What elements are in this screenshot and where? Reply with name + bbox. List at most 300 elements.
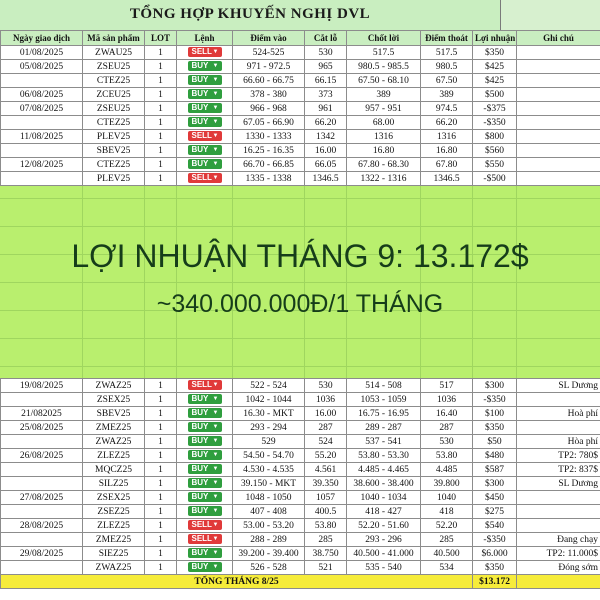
- cell-stop-loss: 66.15: [305, 74, 347, 88]
- caret-down-icon: ▼: [212, 119, 219, 126]
- cell-stop-loss: 39.350: [305, 477, 347, 491]
- sell-dropdown[interactable]: [188, 520, 222, 530]
- cell-order: [177, 491, 233, 505]
- cell-lot: 1: [145, 102, 177, 116]
- order-label: BUY: [191, 478, 209, 488]
- cell-date: 27/08/2025: [1, 491, 83, 505]
- cell-profit: $587: [473, 463, 517, 477]
- cell-product-code: ZLEZ25: [83, 519, 145, 533]
- cell-date: 06/08/2025: [1, 88, 83, 102]
- cell-lot: 1: [145, 449, 177, 463]
- cell-lot: 1: [145, 60, 177, 74]
- cell-note: [517, 158, 600, 172]
- buy-dropdown[interactable]: [188, 408, 222, 418]
- cell-date: [1, 533, 83, 547]
- total-value: $13.172: [473, 575, 517, 589]
- caret-down-icon: ▼: [212, 382, 219, 389]
- cell-take-profit: 1316: [347, 130, 421, 144]
- cell-take-profit: 535 - 540: [347, 561, 421, 575]
- caret-down-icon: ▼: [212, 161, 219, 168]
- cell-date: [1, 393, 83, 407]
- cell-order: [177, 60, 233, 74]
- table-row: [1, 88, 600, 102]
- cell-date: 25/08/2025: [1, 421, 83, 435]
- table-row: [1, 158, 600, 172]
- cell-product-code: ZLEZ25: [83, 449, 145, 463]
- cell-take-profit: 293 - 296: [347, 533, 421, 547]
- cell-exit: 66.20: [421, 116, 473, 130]
- cell-product-code: CTEZ25: [83, 116, 145, 130]
- table-row: [1, 379, 600, 393]
- header-take-profit: Chốt lời: [347, 31, 421, 46]
- table-row: [1, 477, 600, 491]
- cell-note: [517, 60, 600, 74]
- cell-exit: 4.485: [421, 463, 473, 477]
- buy-dropdown[interactable]: [188, 548, 222, 558]
- cell-entry: 39.150 - MKT: [233, 477, 305, 491]
- cell-entry: 66.70 - 66.85: [233, 158, 305, 172]
- cell-lot: 1: [145, 46, 177, 60]
- caret-down-icon: ▼: [212, 494, 219, 501]
- cell-profit: $425: [473, 74, 517, 88]
- cell-note: Hoà phí: [517, 407, 600, 421]
- caret-down-icon: ▼: [212, 63, 219, 70]
- caret-down-icon: ▼: [212, 480, 219, 487]
- caret-down-icon: ▼: [212, 49, 219, 56]
- cell-order: [177, 533, 233, 547]
- cell-order: [177, 421, 233, 435]
- buy-dropdown[interactable]: [188, 145, 222, 155]
- cell-note: TP2: 11.000$: [517, 547, 600, 561]
- cell-lot: 1: [145, 130, 177, 144]
- cell-exit: 67.80: [421, 158, 473, 172]
- cell-note: SL Dương: [517, 477, 600, 491]
- cell-product-code: MQCZ25: [83, 463, 145, 477]
- cell-profit: $500: [473, 88, 517, 102]
- cell-note: [517, 393, 600, 407]
- cell-profit: $480: [473, 449, 517, 463]
- table-row: [1, 393, 600, 407]
- sell-dropdown[interactable]: [188, 131, 222, 141]
- cell-stop-loss: 961: [305, 102, 347, 116]
- top-rows: [1, 46, 600, 186]
- cell-stop-loss: 66.05: [305, 158, 347, 172]
- cell-profit: $50: [473, 435, 517, 449]
- cell-exit: 285: [421, 533, 473, 547]
- cell-stop-loss: 1057: [305, 491, 347, 505]
- cell-order: [177, 393, 233, 407]
- cell-exit: 418: [421, 505, 473, 519]
- cell-lot: 1: [145, 463, 177, 477]
- cell-entry: 966 - 968: [233, 102, 305, 116]
- cell-stop-loss: 4.561: [305, 463, 347, 477]
- caret-down-icon: ▼: [212, 452, 219, 459]
- cell-exit: 287: [421, 421, 473, 435]
- cell-lot: 1: [145, 435, 177, 449]
- cell-profit: $800: [473, 130, 517, 144]
- order-label: BUY: [191, 450, 209, 460]
- cell-exit: 517.5: [421, 46, 473, 60]
- cell-stop-loss: 521: [305, 561, 347, 575]
- table-row: [1, 60, 600, 74]
- cell-entry: 4.530 - 4.535: [233, 463, 305, 477]
- cell-product-code: ZSEX25: [83, 491, 145, 505]
- header-code: Mã sản phẩm: [83, 31, 145, 46]
- cell-date: [1, 172, 83, 186]
- cell-product-code: SIEZ25: [83, 547, 145, 561]
- caret-down-icon: ▼: [212, 175, 219, 182]
- cell-take-profit: 1040 - 1034: [347, 491, 421, 505]
- buy-dropdown[interactable]: [188, 394, 222, 404]
- cell-profit: $350: [473, 561, 517, 575]
- cell-profit: $450: [473, 491, 517, 505]
- cell-take-profit: 289 - 287: [347, 421, 421, 435]
- cell-take-profit: 67.50 - 68.10: [347, 74, 421, 88]
- cell-product-code: CTEZ25: [83, 74, 145, 88]
- table-row: [1, 561, 600, 575]
- order-label: BUY: [191, 103, 209, 113]
- cell-product-code: ZSEZ25: [83, 505, 145, 519]
- table-row: [1, 463, 600, 477]
- cell-exit: 1036: [421, 393, 473, 407]
- cell-entry: 66.60 - 66.75: [233, 74, 305, 88]
- buy-dropdown[interactable]: [188, 61, 222, 71]
- caret-down-icon: ▼: [212, 438, 219, 445]
- title-right-cell: [500, 0, 600, 30]
- cell-date: 01/08/2025: [1, 46, 83, 60]
- order-label: BUY: [191, 548, 209, 558]
- cell-order: [177, 449, 233, 463]
- cell-order: [177, 477, 233, 491]
- cell-exit: 534: [421, 561, 473, 575]
- cell-order: [177, 130, 233, 144]
- cell-entry: 53.00 - 53.20: [233, 519, 305, 533]
- cell-profit: $6.000: [473, 547, 517, 561]
- cell-stop-loss: 66.20: [305, 116, 347, 130]
- cell-note: Đóng sớm: [517, 561, 600, 575]
- cell-note: SL Dương: [517, 379, 600, 393]
- banner-headline: LỢI NHUẬN THÁNG 9: 13.172$: [71, 238, 529, 274]
- sell-dropdown[interactable]: [188, 380, 222, 390]
- cell-stop-loss: 55.20: [305, 449, 347, 463]
- cell-note: Hòa phí: [517, 435, 600, 449]
- cell-note: [517, 130, 600, 144]
- table-row: [1, 421, 600, 435]
- cell-order: [177, 435, 233, 449]
- cell-stop-loss: 373: [305, 88, 347, 102]
- cell-order: [177, 505, 233, 519]
- cell-order: [177, 547, 233, 561]
- table-row: [1, 130, 600, 144]
- cell-lot: 1: [145, 547, 177, 561]
- cell-profit: -$350: [473, 116, 517, 130]
- cell-order: [177, 102, 233, 116]
- caret-down-icon: ▼: [212, 396, 219, 403]
- cell-note: [517, 172, 600, 186]
- order-label: BUY: [191, 75, 209, 85]
- cell-exit: 53.80: [421, 449, 473, 463]
- cell-lot: 1: [145, 379, 177, 393]
- cell-note: TP2: 780$: [517, 449, 600, 463]
- cell-take-profit: 53.80 - 53.30: [347, 449, 421, 463]
- cell-entry: 288 - 289: [233, 533, 305, 547]
- cell-entry: 529: [233, 435, 305, 449]
- cell-order: [177, 407, 233, 421]
- caret-down-icon: ▼: [212, 536, 219, 543]
- cell-date: [1, 477, 83, 491]
- table-row: [1, 46, 600, 60]
- buy-dropdown[interactable]: [188, 478, 222, 488]
- cell-note: [517, 505, 600, 519]
- caret-down-icon: ▼: [212, 424, 219, 431]
- table-row: [1, 533, 600, 547]
- cell-exit: 1346.5: [421, 172, 473, 186]
- cell-stop-loss: 1346.5: [305, 172, 347, 186]
- cell-order: [177, 463, 233, 477]
- cell-entry: 54.50 - 54.70: [233, 449, 305, 463]
- cell-lot: 1: [145, 421, 177, 435]
- cell-date: [1, 463, 83, 477]
- cell-entry: 526 - 528: [233, 561, 305, 575]
- cell-stop-loss: 530: [305, 379, 347, 393]
- table-row: [1, 144, 600, 158]
- cell-lot: 1: [145, 172, 177, 186]
- buy-dropdown[interactable]: [188, 422, 222, 432]
- cell-profit: -$500: [473, 172, 517, 186]
- table-row: [1, 449, 600, 463]
- buy-dropdown[interactable]: [188, 159, 222, 169]
- cell-note: [517, 74, 600, 88]
- cell-note: [517, 46, 600, 60]
- caret-down-icon: ▼: [212, 522, 219, 529]
- cell-date: 28/08/2025: [1, 519, 83, 533]
- buy-dropdown[interactable]: [188, 562, 222, 572]
- caret-down-icon: ▼: [212, 466, 219, 473]
- header-row: [1, 31, 600, 46]
- buy-dropdown[interactable]: [188, 492, 222, 502]
- caret-down-icon: ▼: [212, 91, 219, 98]
- cell-profit: $560: [473, 144, 517, 158]
- cell-stop-loss: 53.80: [305, 519, 347, 533]
- header-note: Ghi chú: [517, 31, 600, 46]
- cell-take-profit: 16.75 - 16.95: [347, 407, 421, 421]
- sheet-title: TỔNG HỢP KHUYẾN NGHỊ DVL: [129, 6, 371, 22]
- order-label: BUY: [191, 394, 209, 404]
- cell-note: [517, 421, 600, 435]
- caret-down-icon: ▼: [212, 133, 219, 140]
- cell-date: 19/08/2025: [1, 379, 83, 393]
- cell-stop-loss: 1036: [305, 393, 347, 407]
- cell-note: TP2: 837$: [517, 463, 600, 477]
- cell-profit: $540: [473, 519, 517, 533]
- cell-lot: 1: [145, 393, 177, 407]
- cell-profit: -$375: [473, 102, 517, 116]
- cell-stop-loss: 524: [305, 435, 347, 449]
- buy-dropdown[interactable]: [188, 89, 222, 99]
- order-label: SELL: [191, 534, 212, 544]
- header-profit: Lợi nhuận: [473, 31, 517, 46]
- cell-note: [517, 88, 600, 102]
- cell-stop-loss: 16.00: [305, 144, 347, 158]
- table-row: [1, 116, 600, 130]
- cell-product-code: CTEZ25: [83, 158, 145, 172]
- cell-note: [517, 491, 600, 505]
- cell-exit: 52.20: [421, 519, 473, 533]
- cell-note: [517, 116, 600, 130]
- cell-date: 07/08/2025: [1, 102, 83, 116]
- cell-date: [1, 561, 83, 575]
- cell-take-profit: 517.5: [347, 46, 421, 60]
- cell-lot: 1: [145, 519, 177, 533]
- cell-note: [517, 519, 600, 533]
- title-row: [0, 0, 600, 31]
- order-label: BUY: [191, 464, 209, 474]
- cell-date: 12/08/2025: [1, 158, 83, 172]
- header-entry: Điểm vào: [233, 31, 305, 46]
- order-label: BUY: [191, 89, 209, 99]
- cell-entry: 1330 - 1333: [233, 130, 305, 144]
- cell-entry: 16.30 - MKT: [233, 407, 305, 421]
- cell-take-profit: 67.80 - 68.30: [347, 158, 421, 172]
- order-label: BUY: [191, 408, 209, 418]
- cell-lot: 1: [145, 74, 177, 88]
- total-row: [1, 575, 600, 589]
- cell-take-profit: 389: [347, 88, 421, 102]
- table-row: [1, 491, 600, 505]
- cell-lot: 1: [145, 88, 177, 102]
- cell-note: [517, 144, 600, 158]
- buy-dropdown[interactable]: [188, 75, 222, 85]
- promo-banner: [0, 186, 600, 379]
- table-row: [1, 172, 600, 186]
- table-row: [1, 102, 600, 116]
- cell-date: 29/08/2025: [1, 547, 83, 561]
- buy-dropdown[interactable]: [188, 464, 222, 474]
- cell-order: [177, 379, 233, 393]
- cell-profit: $425: [473, 60, 517, 74]
- caret-down-icon: ▼: [212, 77, 219, 84]
- cell-entry: 524-525: [233, 46, 305, 60]
- cell-take-profit: 537 - 541: [347, 435, 421, 449]
- cell-order: [177, 88, 233, 102]
- cell-order: [177, 46, 233, 60]
- cell-entry: 1048 - 1050: [233, 491, 305, 505]
- order-label: BUY: [191, 422, 209, 432]
- cell-exit: 980.5: [421, 60, 473, 74]
- caret-down-icon: ▼: [212, 147, 219, 154]
- cell-profit: $350: [473, 421, 517, 435]
- table-row: [1, 407, 600, 421]
- buy-dropdown[interactable]: [188, 436, 222, 446]
- cell-exit: 16.80: [421, 144, 473, 158]
- order-label: BUY: [191, 61, 209, 71]
- cell-take-profit: 52.20 - 51.60: [347, 519, 421, 533]
- cell-note: [517, 102, 600, 116]
- cell-take-profit: 957 - 951: [347, 102, 421, 116]
- buy-dropdown[interactable]: [188, 506, 222, 516]
- cell-exit: 517: [421, 379, 473, 393]
- cell-lot: 1: [145, 505, 177, 519]
- cell-lot: 1: [145, 561, 177, 575]
- cell-product-code: ZSEU25: [83, 60, 145, 74]
- cell-profit: -$350: [473, 393, 517, 407]
- cell-entry: 16.25 - 16.35: [233, 144, 305, 158]
- order-label: BUY: [191, 562, 209, 572]
- cell-entry: 1335 - 1338: [233, 172, 305, 186]
- order-label: SELL: [191, 173, 212, 183]
- banner-grid-overlay: [0, 186, 600, 379]
- cell-entry: 1042 - 1044: [233, 393, 305, 407]
- cell-date: [1, 74, 83, 88]
- header-lot: LOT: [145, 31, 177, 46]
- cell-entry: 971 - 972.5: [233, 60, 305, 74]
- cell-profit: $350: [473, 46, 517, 60]
- cell-lot: 1: [145, 144, 177, 158]
- cell-stop-loss: 965: [305, 60, 347, 74]
- cell-entry: 39.200 - 39.400: [233, 547, 305, 561]
- buy-dropdown[interactable]: [188, 450, 222, 460]
- cell-profit: $100: [473, 407, 517, 421]
- cell-order: [177, 116, 233, 130]
- sell-dropdown[interactable]: [188, 173, 222, 183]
- cell-order: [177, 144, 233, 158]
- cell-order: [177, 519, 233, 533]
- cell-product-code: SILZ25: [83, 477, 145, 491]
- cell-take-profit: 38.600 - 38.400: [347, 477, 421, 491]
- cell-product-code: SBEV25: [83, 144, 145, 158]
- table-row: [1, 505, 600, 519]
- cell-entry: 522 - 524: [233, 379, 305, 393]
- cell-date: [1, 435, 83, 449]
- cell-stop-loss: 1342: [305, 130, 347, 144]
- cell-take-profit: 68.00: [347, 116, 421, 130]
- cell-entry: 293 - 294: [233, 421, 305, 435]
- cell-product-code: PLEV25: [83, 130, 145, 144]
- header-exit: Điểm thoát: [421, 31, 473, 46]
- cell-note: Đang chạy: [517, 533, 600, 547]
- table-row: [1, 547, 600, 561]
- cell-lot: 1: [145, 477, 177, 491]
- bottom-rows: [1, 379, 600, 575]
- order-label: BUY: [191, 145, 209, 155]
- cell-take-profit: 16.80: [347, 144, 421, 158]
- order-label: SELL: [191, 131, 212, 141]
- recommendations-table-top: [0, 30, 600, 186]
- cell-lot: 1: [145, 407, 177, 421]
- cell-date: 26/08/2025: [1, 449, 83, 463]
- buy-dropdown[interactable]: [188, 103, 222, 113]
- cell-product-code: ZMEZ25: [83, 421, 145, 435]
- sell-dropdown[interactable]: [188, 47, 222, 57]
- cell-exit: 1040: [421, 491, 473, 505]
- order-label: BUY: [191, 117, 209, 127]
- cell-entry: 378 - 380: [233, 88, 305, 102]
- cell-date: [1, 144, 83, 158]
- table-row: [1, 519, 600, 533]
- cell-take-profit: 418 - 427: [347, 505, 421, 519]
- cell-lot: 1: [145, 533, 177, 547]
- cell-product-code: ZSEX25: [83, 393, 145, 407]
- cell-exit: 40.500: [421, 547, 473, 561]
- total-note-cell: [517, 575, 600, 589]
- buy-dropdown[interactable]: [188, 117, 222, 127]
- cell-stop-loss: 38.750: [305, 547, 347, 561]
- total-label: TỔNG THÁNG 8/25: [1, 575, 473, 589]
- cell-exit: 67.50: [421, 74, 473, 88]
- sell-dropdown[interactable]: [188, 534, 222, 544]
- cell-entry: 407 - 408: [233, 505, 305, 519]
- cell-profit: $550: [473, 158, 517, 172]
